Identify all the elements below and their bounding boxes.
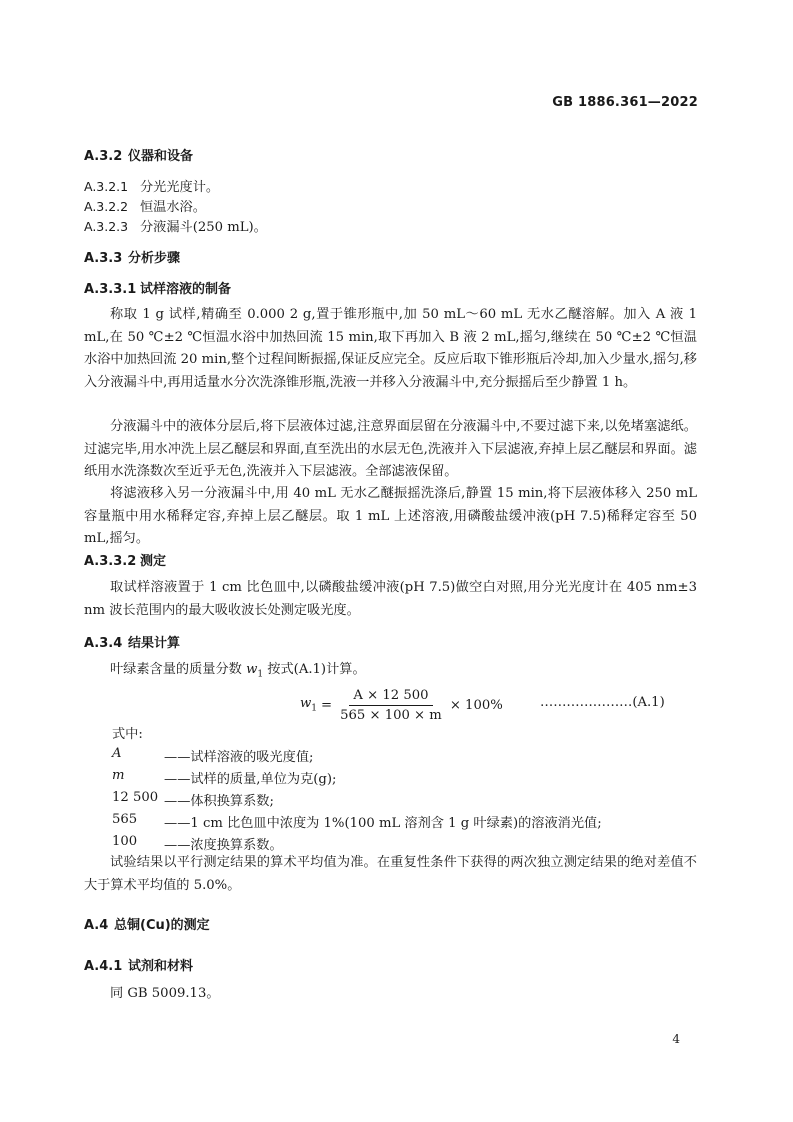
- paragraph-result: 试验结果以平行测定结果的算术平均值为准。在重复性条件下获得的两次独立测定结果的绝对差值不大于算术平均值的 5.0%。: [84, 855, 697, 893]
- heading-title: 试样溶液的制备: [140, 282, 232, 297]
- item-number: A.3.2.3: [84, 219, 129, 234]
- variable-row: [112, 790, 274, 809]
- heading-title: 分析步骤: [128, 251, 181, 266]
- formula-lhs: $w_1$: [300, 696, 318, 714]
- heading-a32: [84, 145, 193, 164]
- standard-number: GB 1886.361—2022: [552, 95, 698, 110]
- item-number: A.3.2.1: [84, 179, 129, 194]
- heading-a34: [84, 632, 180, 651]
- page-number: 4: [672, 1032, 680, 1046]
- heading-number: A.3.2: [84, 149, 123, 164]
- variable-symbol: 12 500: [112, 790, 159, 805]
- variable-desc: ——浓度换算系数。: [164, 838, 283, 853]
- var-w: w: [246, 662, 258, 677]
- heading-title: 仪器和设备: [128, 149, 194, 164]
- heading-title: 总铜(Cu)的测定: [114, 918, 210, 933]
- variable-symbol: 565: [112, 812, 138, 827]
- heading-number: A.4: [84, 918, 109, 933]
- paragraph-measurement: 取试样溶液置于 1 cm 比色皿中,以磷酸盐缓冲液(pH 7.5)做空白对照,用分光光度计在 405 nm±3 nm 波长范围内的最大吸收波长处测定吸光度。: [84, 580, 697, 618]
- formula-numerator: A × 12 500: [349, 687, 432, 706]
- item-a321: [84, 176, 219, 195]
- paragraph-calc-intro: 叶绿素含量的质量分数 $w_1$ 按式(A.1)计算。: [110, 662, 366, 680]
- item-text: 恒温水浴。: [140, 200, 206, 215]
- heading-a33: [84, 247, 180, 266]
- heading-a332: [84, 550, 166, 569]
- equation-label: …………………(A.1): [540, 695, 665, 710]
- heading-a4: [84, 914, 210, 933]
- formula-tail: × 100%: [449, 697, 503, 713]
- formula-denominator: 565 × 100 × m: [340, 707, 442, 723]
- variable-row: [112, 834, 283, 853]
- item-number: A.3.2.2: [84, 199, 129, 214]
- variable-desc: ——试样溶液的吸光度值;: [164, 750, 314, 765]
- heading-number: A.3.3.1: [84, 282, 137, 297]
- formula-fraction: [336, 687, 446, 724]
- heading-number: A.3.4: [84, 636, 123, 651]
- heading-title: 试剂和材料: [128, 959, 194, 974]
- item-a322: [84, 196, 206, 215]
- variable-desc: ——体积换算系数;: [164, 794, 274, 809]
- heading-number: A.4.1: [84, 959, 123, 974]
- variable-symbol: m: [112, 768, 125, 783]
- item-text: 分光光度计。: [140, 180, 220, 195]
- paragraph-sample-prep-3: 将滤液移入另一分液漏斗中,用 40 mL 无水乙醚振摇洗涤后,静置 15 min,将下层液体移入 250 mL容量瓶中用水稀释定容,弃掉上层乙醚层。取 1 mL 上述溶液,用磷酸盐缓冲液(pH 7.5)稀释定容至 50 mL,摇匀。: [84, 486, 697, 546]
- variable-symbol: A: [112, 746, 122, 761]
- formula-equals: =: [321, 697, 333, 713]
- heading-a331: [84, 278, 231, 297]
- variable-desc: ——1 cm 比色皿中浓度为 1%(100 mL 溶剂含 1 g 叶绿素)的溶液消光值;: [164, 816, 602, 831]
- heading-number: A.3.3: [84, 251, 123, 266]
- variable-desc: ——试样的质量,单位为克(g);: [164, 772, 337, 787]
- item-a323: [84, 216, 267, 235]
- variable-row: [112, 768, 336, 787]
- variable-symbol: 100: [112, 834, 138, 849]
- where-label: 式中:: [112, 727, 143, 742]
- heading-title: 测定: [140, 554, 167, 569]
- paragraph-reagents: 同 GB 5009.13。: [110, 986, 220, 1001]
- variable-row: [112, 746, 314, 765]
- heading-number: A.3.3.2: [84, 554, 137, 569]
- paragraph-sample-prep-2: 分液漏斗中的液体分层后,将下层液体过滤,注意界面层留在分液漏斗中,不要过滤下来,以免堵塞滤纸。过滤完毕,用水冲洗上层乙醚层和界面,直至洗出的水层无色,洗液并入下层滤液,弃掉上层乙醚层和界面。滤纸用水洗涤数次至近乎无色,洗液并入下层滤液。全部滤液保留。: [84, 419, 697, 479]
- heading-a41: [84, 955, 193, 974]
- variable-row: [112, 812, 602, 831]
- item-text: 分液漏斗(250 mL)。: [140, 220, 267, 235]
- paragraph-sample-prep-1: 称取 1 g 试样,精确至 0.000 2 g,置于锥形瓶中,加 50 mL～60 mL 无水乙醚溶解。加入 A 液 1 mL,在 50 ℃±2 ℃恒温水浴中加热回流 15 min,取下再加入 B 液 2 mL,摇匀,继续在 50 ℃±2 ℃恒温水浴中加热回流 20 min,整个过程间断振摇,保证反应完全。反应后取下锥形瓶后冷却,加入少量水,摇匀,移入分液漏斗中,再用适量水分次洗涤锥形瓶,洗液一并移入分液漏斗中,充分振摇后至少静置 1 h。: [84, 307, 697, 390]
- heading-title: 结果计算: [128, 636, 181, 651]
- formula-a1: [300, 685, 503, 725]
